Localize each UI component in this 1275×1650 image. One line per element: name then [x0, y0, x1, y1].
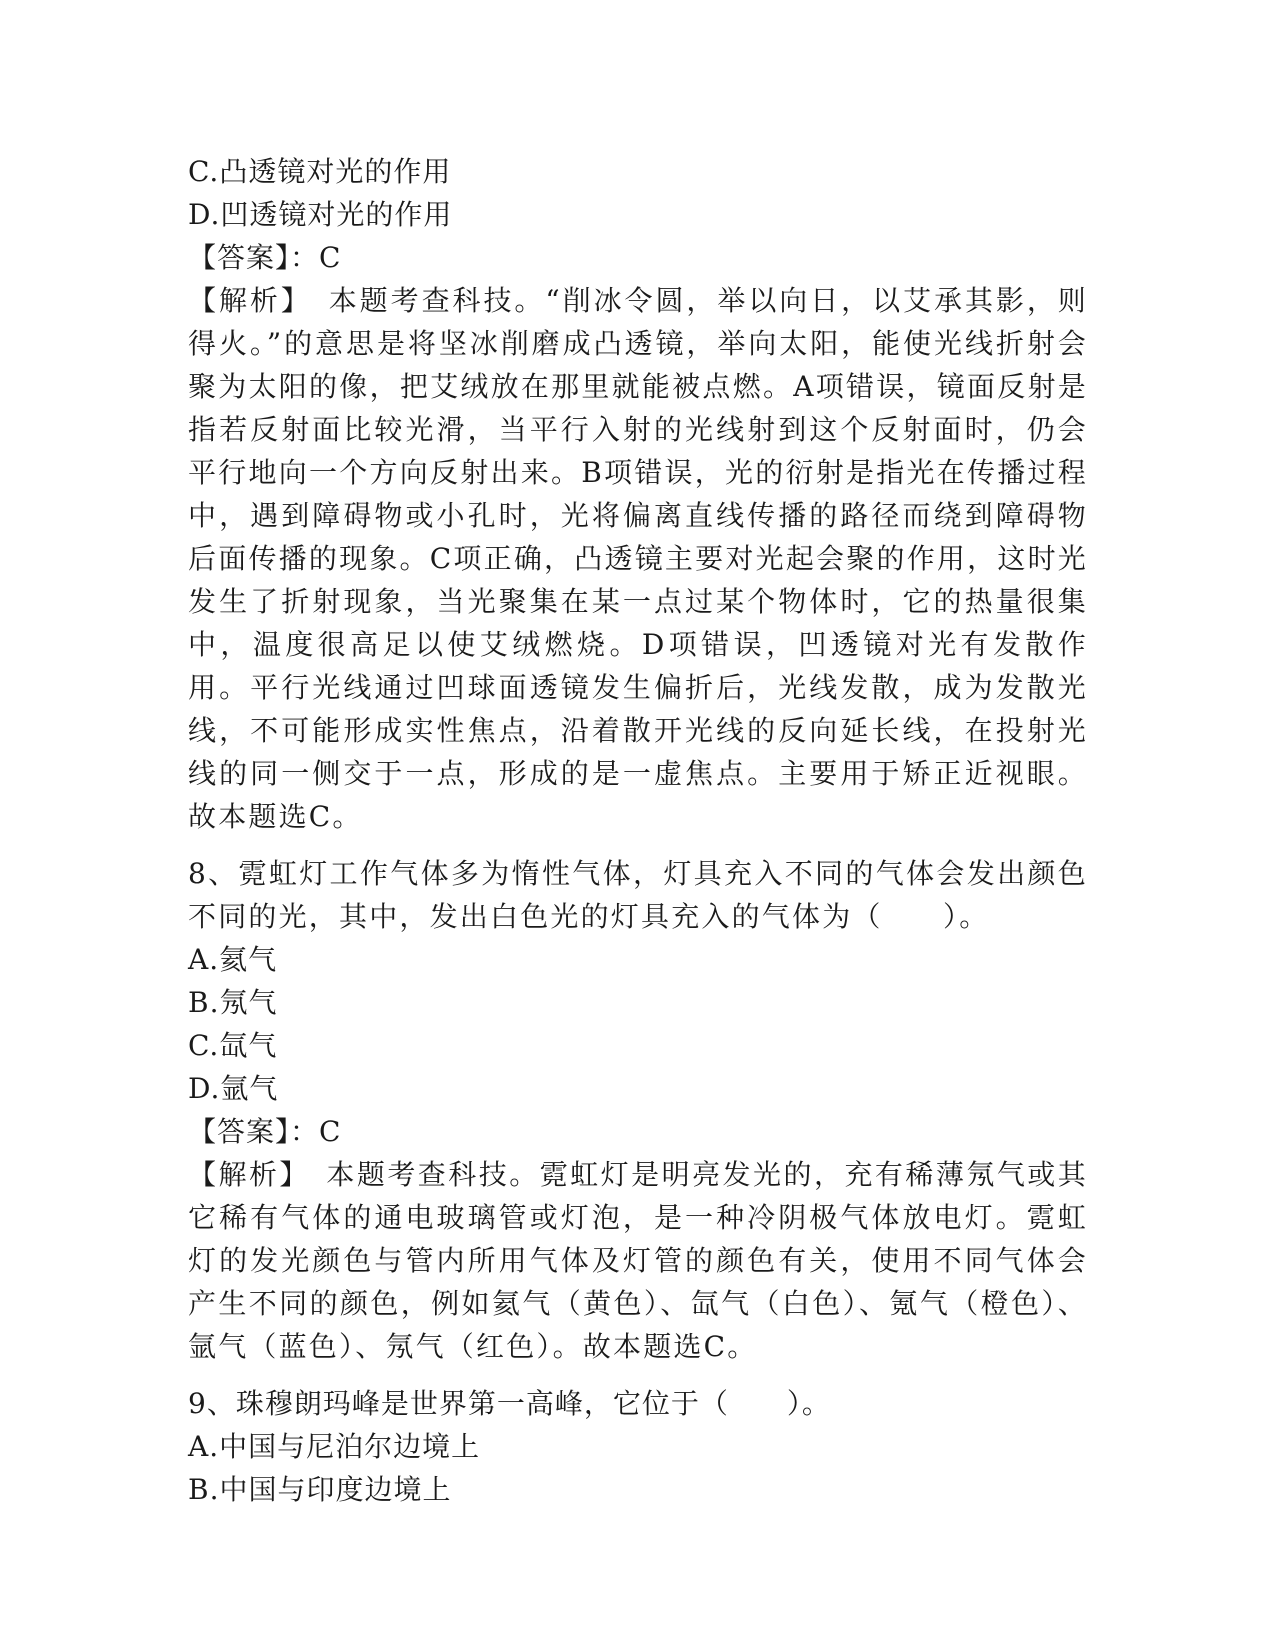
q7-answer: 【答案】：C [188, 241, 342, 274]
q9-option-b: B.中国与印度边境上 [188, 1473, 452, 1506]
q7-option-d: D.凹透镜对光的作用 [188, 198, 453, 231]
q7-analysis: 【解析】 本题考查科技。“削冰令圆，举以向日，以艾承其影，则得火。”的意思是将坚冰削磨成凸透镜，举向太阳，能使光线折射会聚为太阳的像，把艾绒放在那里就能被点燃。A项错误，镜面反射是指若反射面比较光滑，当平行入射的光线射到这个反射面时，仍会平行地向一个方向反射出来。B项错误，光的衍射是指光在传播过程中，遇到障碍物或小孔时，光将偏离直线传播的路径而绕到障碍物后面传播的现象。C项正确，凸透镜主要对光起会聚的作用，这时光发生了折射现象，当光聚集在某一点过某个物体时，它的热量很集中，温度很高足以使艾绒燃烧。D项错误，凹透镜对光有发散作用。平行光线通过凹球面透镜发生偏折后，光线发散，成为发散光线，不可能形成实性焦点，沿着散开光线的反向延长线，在投射光线的同一侧交于一点，形成的是一虚焦点。主要用于矫正近视眼。故本题选C。 [188, 284, 1088, 833]
document-page [188, 150, 1088, 1511]
q9-question: 9、珠穆朗玛峰是世界第一高峰，它位于（ ）。 [188, 1387, 831, 1420]
q7-option-c: C.凸透镜对光的作用 [188, 155, 452, 188]
q9-option-a: A.中国与尼泊尔边境上 [188, 1430, 481, 1463]
q8-option-a: A.氦气 [188, 943, 278, 976]
q8-analysis: 【解析】 本题考查科技。霓虹灯是明亮发光的，充有稀薄氖气或其它稀有气体的通电玻璃管或灯泡，是一种冷阴极气体放电灯。霓虹灯的发光颜色与管内所用气体及灯管的颜色有关，使用不同气体会产生不同的颜色，例如氦气（黄色）、氙气（白色）、氪气（橙色）、氩气（蓝色）、氖气（红色）。故本题选C。 [188, 1158, 1088, 1363]
q8-answer: 【答案】：C [188, 1115, 342, 1148]
q8-option-d: D.氩气 [188, 1072, 279, 1105]
q8-option-c: C.氙气 [188, 1029, 278, 1062]
q8-question: 8、霓虹灯工作气体多为惰性气体，灯具充入不同的气体会发出颜色不同的光，其中，发出白色光的灯具充入的气体为（ ）。 [188, 857, 1088, 933]
q8-option-b: B.氖气 [188, 986, 278, 1019]
